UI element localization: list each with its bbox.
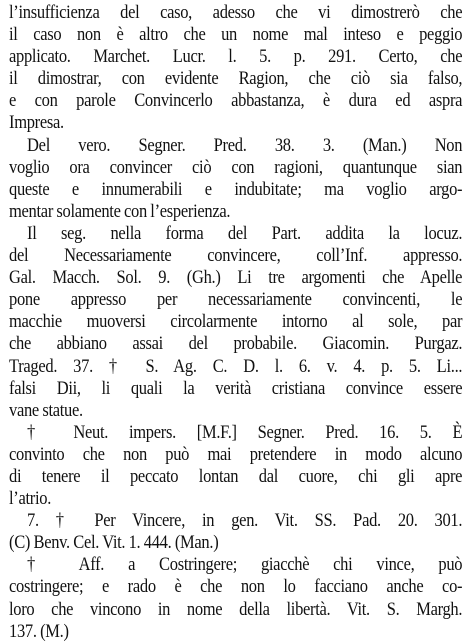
text-line-19: vane statue. xyxy=(9,399,83,421)
text-line-7: Del vero. Segner. Pred. 38. 3. (Man.) Non xyxy=(27,134,463,156)
text-line-9: queste e innumerabili e indubitate; ma voglio argo- xyxy=(9,178,463,200)
text-line-12: del Necessariamente convincere, coll’Inf. appresso. xyxy=(9,245,463,267)
text-line-4: il dimostrar, con evidente Ragion, che ciò sia falso, xyxy=(9,68,463,90)
text-line-26: † Aff. a Costringere; giacchè chi vince, può xyxy=(27,554,463,576)
text-line-21: convinto che non può mai pretendere in modo alcuno xyxy=(9,443,463,465)
text-line-29: 137. (M.) xyxy=(9,620,69,642)
text-line-18: falsi Dii, li quali la verità cristiana convince essere xyxy=(9,377,463,399)
text-line-10: mentar solamente con l’esperienza. xyxy=(9,200,231,222)
text-line-23: l’atrio. xyxy=(9,488,52,510)
text-line-8: voglio ora convincer ciò con ragioni, quantunque sian xyxy=(9,156,463,178)
text-line-11: Il seg. nella forma del Part. addita la locuz. xyxy=(27,222,463,244)
text-line-16: che abbiano assai del probabile. Giacomin. Purgaz. xyxy=(9,333,463,355)
text-line-20: † Neut. impers. [M.F.] Segner. Pred. 16. 5. È xyxy=(27,421,463,443)
text-line-1: l’insufficienza del caso, adesso che vi dimostrerò che xyxy=(9,2,463,23)
text-line-22: di tenere il peccato lontan dal cuore, chi gli apre xyxy=(9,465,463,487)
text-line-27: costringere; e rado è che non lo facciano anche co- xyxy=(9,576,463,598)
text-line-3: applicato. Marchet. Lucr. l. 5. p. 291. Certo, che xyxy=(9,46,463,68)
text-line-25: (C) Benv. Cel. Vit. 1. 444. (Man.) xyxy=(9,532,219,554)
text-line-5: e con parole Convincerlo abbastanza, è dura ed aspra xyxy=(9,90,463,112)
text-line-6: Impresa. xyxy=(9,112,64,134)
text-line-28: loro che vincono in nome della libertà. Vit. S. Margh. xyxy=(9,598,463,620)
text-line-13: Gal. Macch. Sol. 9. (Gh.) Li tre argomenti che Apelle xyxy=(9,267,463,289)
text-line-17: Traged. 37. † S. Ag. C. D. l. 6. v. 4. p. 5. Li... xyxy=(9,355,463,377)
text-line-15: macchie muoversi circolarmente intorno al sole, par xyxy=(9,311,463,333)
text-line-24: 7. † Per Vincere, in gen. Vit. SS. Pad. 20. 301. xyxy=(27,510,463,532)
text-line-14: pone appresso per necessariamente convincenti, le xyxy=(9,289,463,311)
text-line-2: il caso non è altro che un nome mal inteso e peggio xyxy=(9,24,463,46)
